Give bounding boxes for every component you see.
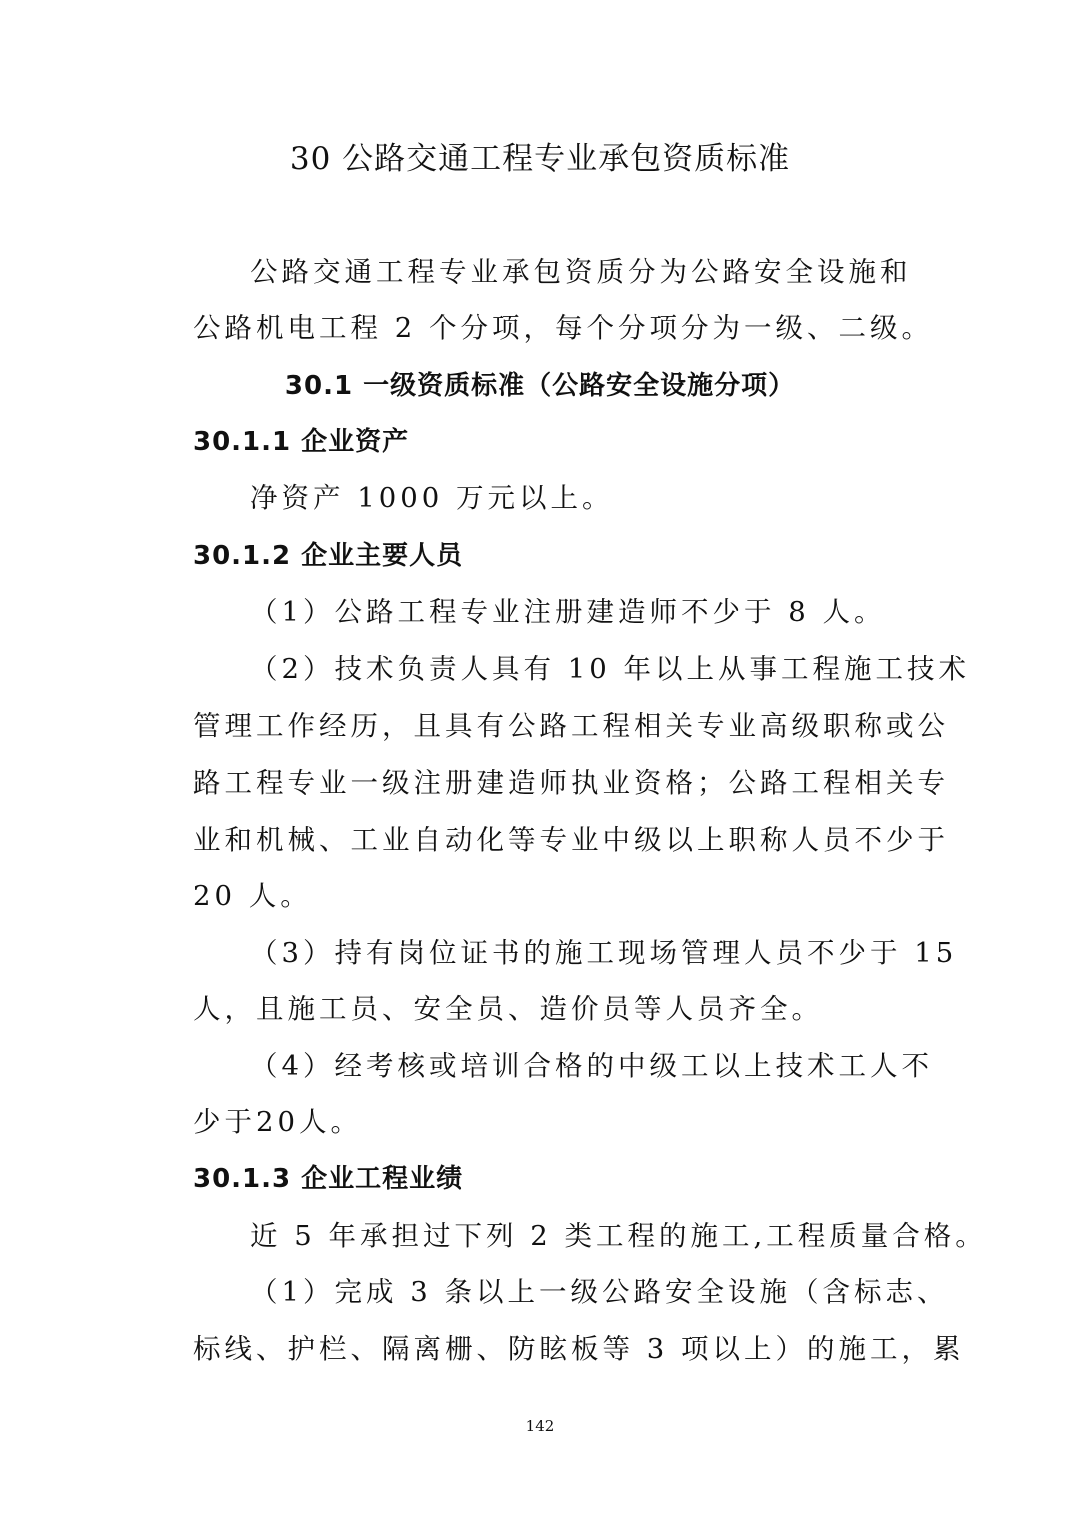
subsection-heading-personnel: 30.1.2 企业主要人员 [193, 541, 464, 571]
performance-line: （1）完成 3 条以上一级公路安全设施（含标志、 [250, 1276, 949, 1308]
personnel-line: 路工程专业一级注册建造师执业资格；公路工程相关专 [193, 767, 949, 799]
personnel-line: （4）经考核或培训合格的中级工以上技术工人不 [250, 1050, 933, 1082]
performance-line: 标线、护栏、隔离栅、防眩板等 3 项以上）的施工，累 [193, 1333, 965, 1365]
page-number: 142 [525, 1417, 555, 1435]
personnel-line: （1）公路工程专业注册建造师不少于 8 人。 [250, 596, 886, 628]
intro-line-1: 公路交通工程专业承包资质分为公路安全设施和 [250, 256, 912, 288]
document-title: 30 公路交通工程专业承包资质标准 [289, 141, 791, 177]
section-heading: 30.1 一级资质标准（公路安全设施分项） [284, 371, 796, 401]
assets-text: 净资产 1000 万元以上。 [250, 482, 614, 514]
personnel-line: 管理工作经历，且具有公路工程相关专业高级职称或公 [193, 710, 949, 742]
personnel-line: （3）持有岗位证书的施工现场管理人员不少于 15 [250, 937, 958, 969]
personnel-line: 20 人。 [193, 880, 312, 912]
intro-line-2: 公路机电工程 2 个分项，每个分项分为一级、二级。 [193, 312, 933, 344]
performance-line: 近 5 年承担过下列 2 类工程的施工,工程质量合格。 [250, 1220, 987, 1252]
subsection-heading-assets: 30.1.1 企业资产 [193, 427, 410, 457]
personnel-line: （2）技术负责人具有 10 年以上从事工程施工技术 [250, 653, 970, 685]
subsection-heading-performance: 30.1.3 企业工程业绩 [193, 1164, 464, 1194]
personnel-line: 人，且施工员、安全员、造价员等人员齐全。 [193, 993, 823, 1025]
personnel-line: 业和机械、工业自动化等专业中级以上职称人员不少于 [193, 824, 949, 856]
personnel-line: 少于20人。 [193, 1106, 362, 1138]
